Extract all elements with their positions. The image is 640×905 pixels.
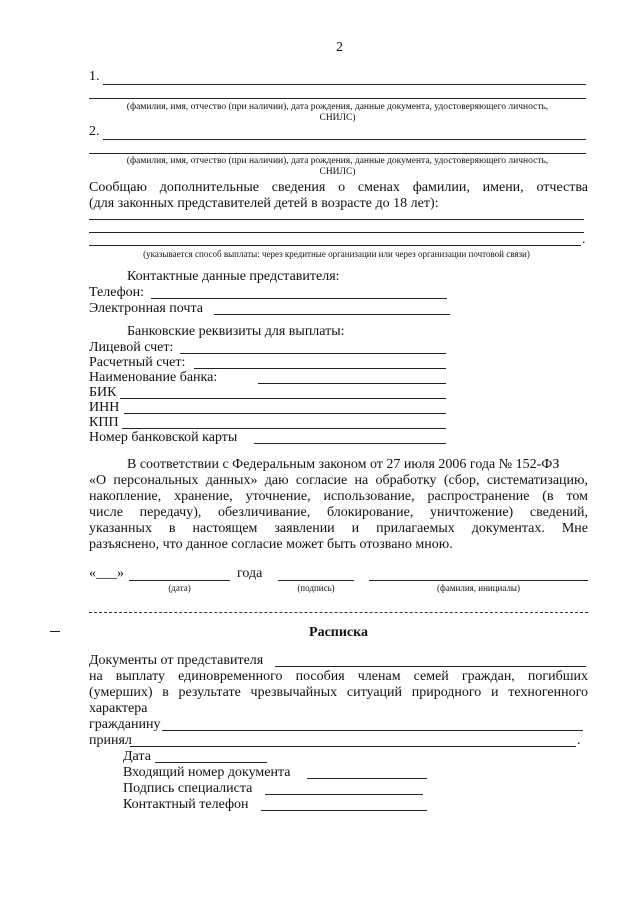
- receipt-title: Расписка: [309, 625, 368, 640]
- inn-field[interactable]: [124, 413, 446, 414]
- person-1-caption-line1: (фамилия, имя, отчество (при наличии), дата рождения, данные документа, удостоверяющего личность,: [126, 102, 549, 112]
- bik-label: БИК: [89, 385, 117, 400]
- phone-label: Телефон:: [89, 285, 145, 300]
- purpose-line-2: (умерших) в результате чрезвычайных ситуаций природного и техногенного: [89, 685, 588, 700]
- receipt-date-label: Дата: [123, 749, 151, 764]
- name-change-line-c[interactable]: [89, 245, 581, 246]
- bik-field[interactable]: [120, 398, 446, 399]
- documents-from-field[interactable]: [275, 666, 586, 667]
- signature-field[interactable]: [278, 580, 354, 581]
- surname-initials-field[interactable]: [369, 580, 588, 581]
- name-change-end-mark: .: [582, 232, 586, 247]
- contact-phone-field[interactable]: [261, 810, 427, 811]
- name-change-line-b[interactable]: [89, 232, 584, 233]
- payment-method-caption: (указывается способ выплаты: через кредитные организации или через организации почтовой связи): [143, 249, 530, 259]
- person-1-line-b[interactable]: [89, 98, 586, 99]
- consent-line-3: накопление, хранение, уточнение, использование, распространение (в том: [89, 489, 588, 504]
- contacts-heading: Контактные данные представителя:: [127, 269, 340, 284]
- person-1-caption-line2: СНИЛС): [319, 113, 356, 123]
- bank-name-label: Наименование банка:: [89, 370, 218, 385]
- incoming-number-field[interactable]: [307, 778, 427, 779]
- person-2-number: 2.: [89, 124, 100, 139]
- settlement-account-label: Расчетный счет:: [89, 355, 186, 370]
- year-word: года: [237, 566, 263, 581]
- specialist-signature-field[interactable]: [265, 794, 423, 795]
- consent-line-6: разъяснено, что данное согласие может быть отозвано мною.: [89, 537, 453, 552]
- card-number-field[interactable]: [254, 443, 446, 444]
- kpp-field[interactable]: [122, 428, 446, 429]
- consent-line-1: В соответствии с Федеральным законом от 27 июля 2006 года № 152-ФЗ: [127, 457, 560, 472]
- cut-line: [89, 612, 588, 613]
- name-change-line2: (для законных представителей детей в возрасте до 18 лет):: [89, 196, 439, 211]
- incoming-number-label: Входящий номер документа: [123, 765, 291, 780]
- person-2-line-a[interactable]: [103, 139, 586, 140]
- person-2-caption-line2: СНИЛС): [319, 167, 356, 177]
- citizen-field[interactable]: [162, 730, 583, 731]
- receipt-date-field[interactable]: [155, 762, 267, 763]
- consent-line-2: «О персональных данных» даю согласие на обработку (сбор, систематизацию,: [89, 473, 588, 488]
- email-label: Электронная почта: [89, 301, 203, 316]
- signature-caption: (подпись): [297, 583, 335, 593]
- accepted-label: принял: [89, 733, 132, 748]
- bank-heading: Банковские реквизиты для выплаты:: [127, 324, 345, 339]
- bank-name-field[interactable]: [258, 383, 446, 384]
- phone-field[interactable]: [151, 298, 447, 299]
- documents-from-label: Документы от представителя: [89, 653, 264, 668]
- card-number-label: Номер банковской карты: [89, 430, 238, 445]
- settlement-account-field[interactable]: [194, 368, 446, 369]
- person-1-number: 1.: [89, 69, 100, 84]
- person-1-line-a[interactable]: [103, 84, 586, 85]
- email-field[interactable]: [214, 314, 450, 315]
- date-caption: (дата): [168, 583, 191, 593]
- page-number: 2: [336, 40, 343, 55]
- accepted-field[interactable]: [130, 746, 576, 747]
- margin-mark: [50, 631, 60, 632]
- person-2-caption-line1: (фамилия, имя, отчество (при наличии), дата рождения, данные документа, удостоверяющего личность,: [126, 156, 549, 166]
- citizen-label: гражданину: [89, 717, 161, 732]
- person-2-line-b[interactable]: [89, 153, 586, 154]
- inn-label: ИНН: [89, 400, 120, 415]
- date-month-field[interactable]: [129, 580, 230, 581]
- purpose-line-1: на выплату единовременного пособия членам семей граждан, погибших: [89, 669, 588, 684]
- personal-account-field[interactable]: [180, 353, 446, 354]
- accepted-end-mark: .: [577, 733, 581, 748]
- consent-line-5: указанных в настоящем заявлении и прилагаемых документах. Мне: [89, 521, 588, 536]
- purpose-line-3: характера: [89, 701, 148, 716]
- name-change-line1: Сообщаю дополнительные сведения о сменах фамилии, имени, отчества: [89, 180, 588, 195]
- contact-phone-label: Контактный телефон: [123, 797, 249, 812]
- personal-account-label: Лицевой счет:: [89, 340, 174, 355]
- surname-initials-caption: (фамилия, инициалы): [437, 583, 520, 593]
- consent-line-4: числе передачу), обезличивание, блокирование, уничтожение) сведений,: [89, 505, 588, 520]
- date-day-field[interactable]: «___»: [89, 566, 124, 581]
- specialist-signature-label: Подпись специалиста: [123, 781, 253, 796]
- name-change-line-a[interactable]: [89, 219, 584, 220]
- kpp-label: КПП: [89, 415, 119, 430]
